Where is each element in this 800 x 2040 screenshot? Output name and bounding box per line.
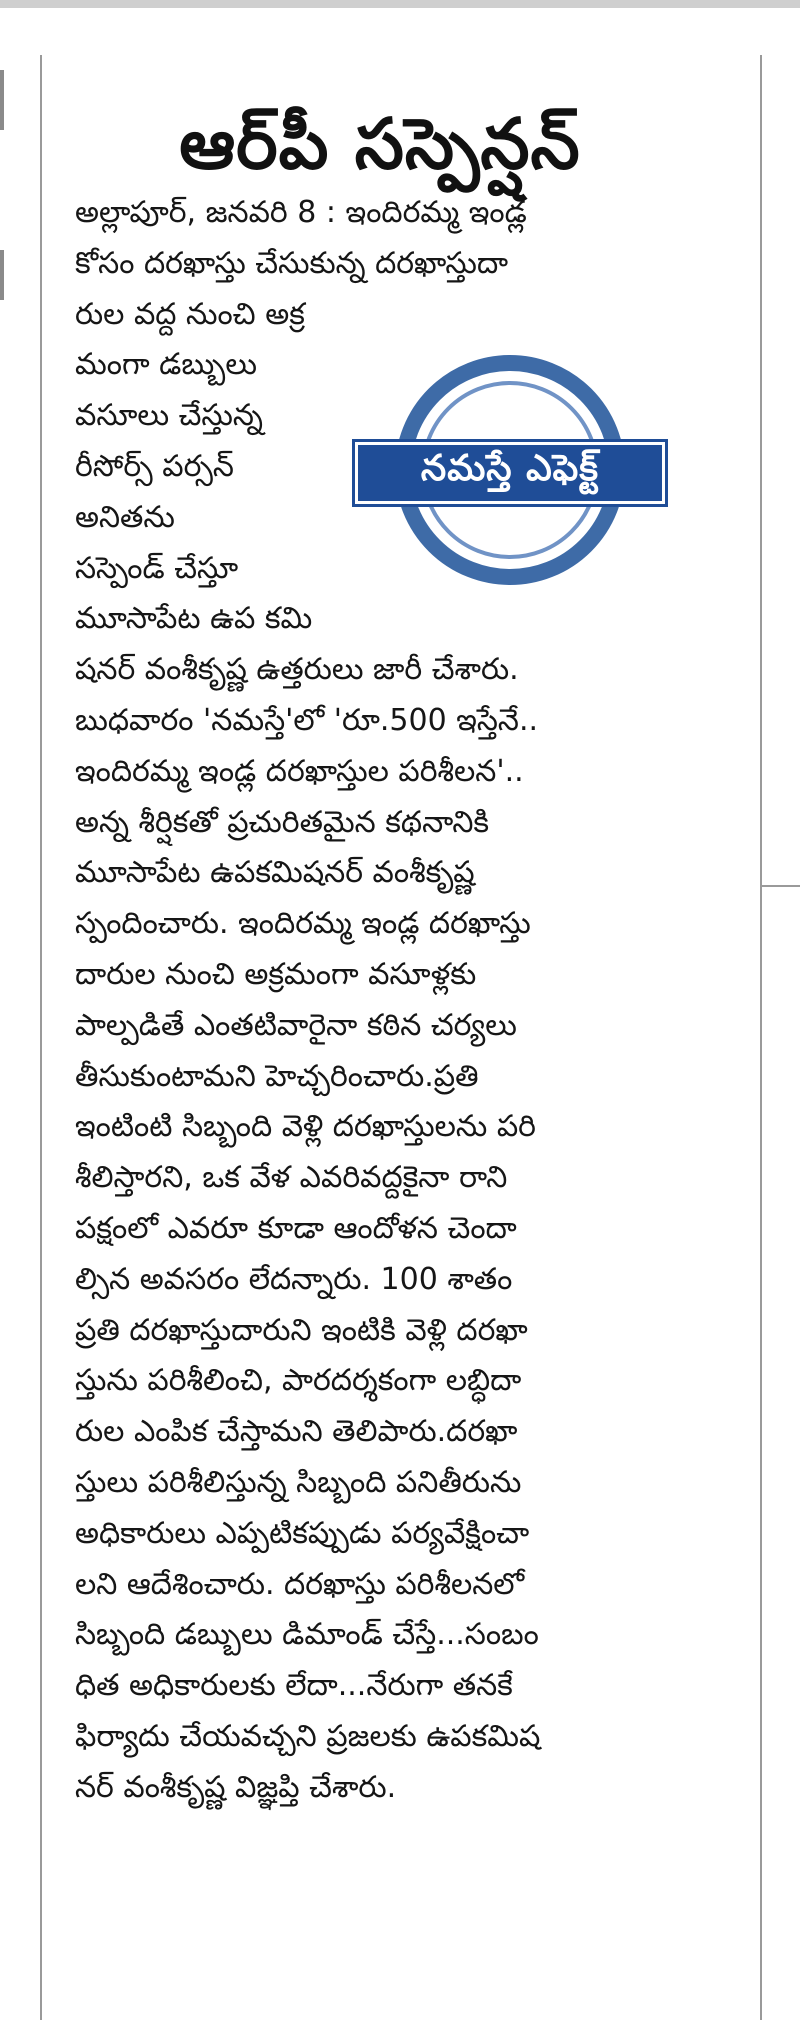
body-line: రుల ఎంపిక చేస్తామని తెలిపారు.దరఖా	[75, 1414, 518, 1450]
article-body	[75, 188, 675, 1814]
stamp-label: నమస్తే ఎఫెక్ట్	[420, 448, 600, 489]
top-border	[0, 0, 800, 8]
body-line: అల్లాపూర్, జనవరి 8 : ఇందిరమ్మ ఇండ్ల	[75, 195, 527, 230]
body-line: ఇంటింటి సిబ్బంది వెళ్లి దరఖాస్తులను పరి	[75, 1109, 536, 1145]
body-line: బుధవారం 'నమస్తే'లో 'రూ.500 ఇస్తేనే..	[75, 702, 539, 738]
body-line: ఇందిరమ్మ ఇండ్ల దరఖాస్తుల పరిశీలన'..	[75, 753, 524, 789]
body-line: షనర్ వంశీకృష్ణ ఉత్తరులు జారీ చేశారు.	[75, 652, 519, 688]
left-column-rule	[40, 55, 42, 2020]
left-edge-mark	[0, 70, 4, 130]
body-line: అధికారులు ఎప్పటికప్పుడు పర్యవేక్షించా	[75, 1515, 530, 1551]
body-line: కోసం దరఖాస్తు చేసుకున్న దరఖాస్తుదా	[75, 245, 509, 281]
article-headline: ఆర్‌పీ సస్పెన్షన్	[179, 102, 581, 185]
body-line: ప్రతి దరఖాస్తుదారుని ఇంటికి వెళ్లి దరఖా	[75, 1312, 528, 1348]
body-line: సిబ్బంది డబ్బులు డిమాండ్ చేస్తే...సంబం	[75, 1617, 539, 1653]
right-column-rule	[760, 55, 762, 2020]
body-line: పక్షంలో ఎవరూ కూడా ఆందోళన చెందా	[75, 1210, 517, 1246]
body-line: స్పందించారు. ఇందిరమ్మ ఇండ్ల దరఖాస్తు	[75, 906, 531, 942]
body-line: నర్ వంశీకృష్ణ విజ్ఞప్తి చేశారు.	[75, 1769, 397, 1805]
body-line: అన్న శీర్షికతో ప్రచురితమైన కథనానికి	[75, 804, 490, 840]
body-line: శీలిస్తారని, ఒక వేళ ఎవరివద్దకైనా రాని	[75, 1160, 508, 1196]
body-line: పాల్పడితే ఎంతటివారైనా కఠిన చర్యలు	[75, 1007, 517, 1043]
body-line: రీసోర్స్ పర్సన్	[75, 448, 234, 484]
body-line: మంగా డబ్బులు	[75, 347, 257, 383]
body-line: ల్సిన అవసరం లేదన్నారు. 100 శాతం	[75, 1261, 513, 1297]
body-line: అనితను	[75, 499, 175, 535]
body-line: మూసాపేట ఉప కమి	[75, 601, 313, 637]
body-line: దారుల నుంచి అక్రమంగా వసూళ్లకు	[75, 956, 477, 992]
side-divider	[762, 885, 800, 887]
left-edge-mark	[0, 250, 4, 300]
body-line: రుల వద్ద నుంచి అక్ర	[75, 296, 305, 332]
body-line: వసూలు చేస్తున్న	[75, 398, 263, 434]
body-line: ధిత అధికారులకు లేదా...నేరుగా తనకే	[75, 1668, 513, 1704]
body-line: ఫిర్యాదు చేయవచ్చని ప్రజలకు ఉపకమిష	[75, 1718, 541, 1754]
body-line: మూసాపేట ఉపకమిషనర్ వంశీకృష్ణ	[75, 855, 475, 891]
body-line: తీసుకుంటామని హెచ్చరించారు.ప్రతి	[75, 1058, 479, 1094]
body-line: స్తులు పరిశీలిస్తున్న సిబ్బంది పనితీరును	[75, 1464, 522, 1500]
body-line: స్తును పరిశీలించి, పారదర్శకంగా లబ్ధిదా	[75, 1363, 522, 1399]
body-line: లని ఆదేశించారు. దరఖాస్తు పరిశీలనలో	[75, 1566, 525, 1602]
body-line: సస్పెండ్ చేస్తూ	[75, 550, 239, 586]
